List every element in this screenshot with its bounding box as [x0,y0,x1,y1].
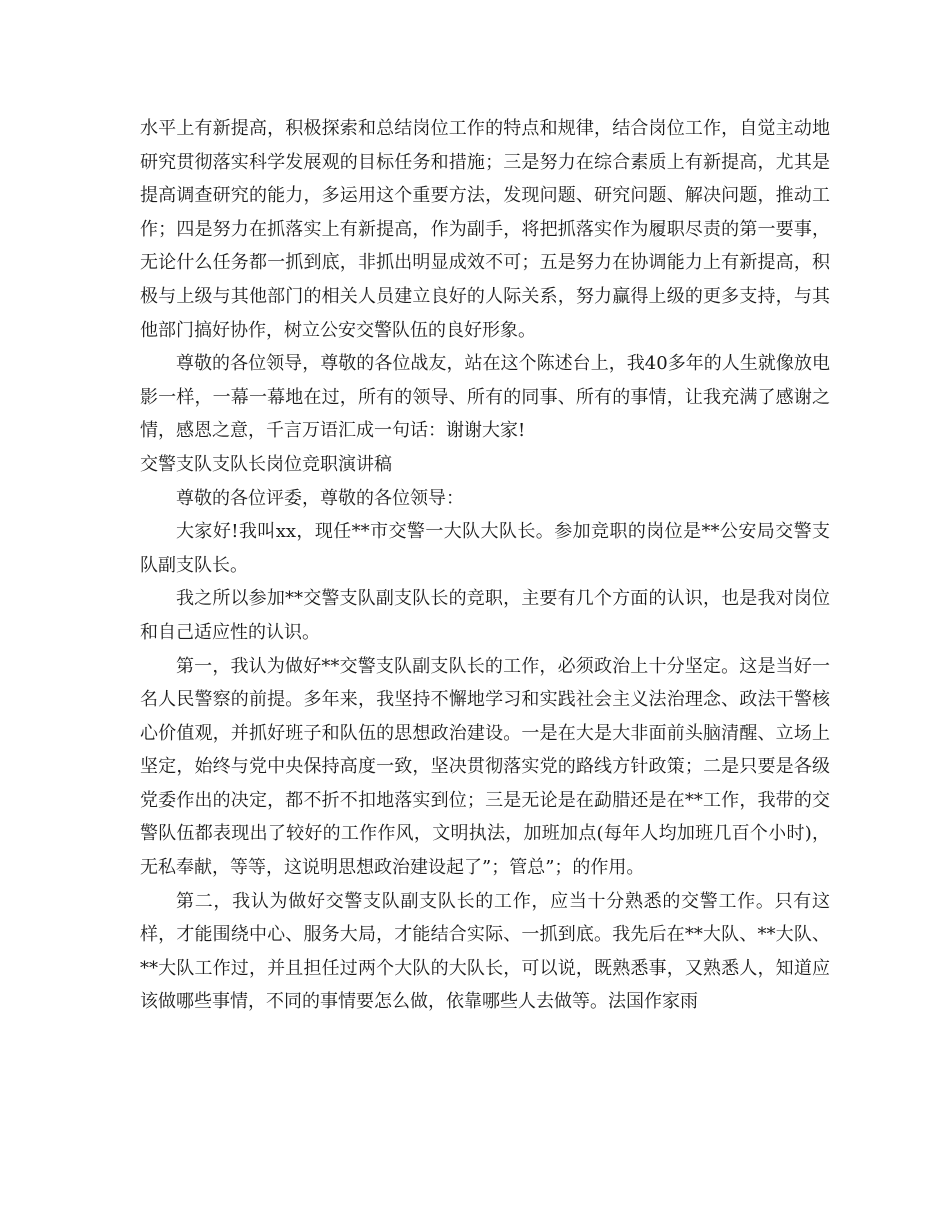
paragraph-salutation: 尊敬的各位评委，尊敬的各位领导： [176,487,464,509]
document-page [140,112,830,1019]
paragraph-second-point: 第二，我认为做好交警支队副支队长的工作，应当十分熟悉的交警工作。只有这样，才能围绕中心、服务大局，才能结合实际、一抓到底。我先后在**大队、**大队、**大队工作过，并且担任过两个大队的大队长，可以说，既熟悉事，又熟悉人，知道应该做哪些事情，不同的事情要怎么做，依靠哪些人去做等。法国作家雨 [140,890,830,1013]
paragraph-first-point: 第一，我认为做好**交警支队副支队长的工作，必须政治上十分坚定。这是当好一名人民警察的前提。多年来，我坚持不懈地学习和实践社会主义法治理念、政法干警核心价值观，并抓好班子和队伍的思想政治建设。一是在大是大非面前头脑清醒、立场上坚定，始终与党中央保持高度一致，坚决贯彻落实党的路线方针政策；二是只要是各级党委作出的决定，都不折不扣地落实到位；三是无论是在勐腊还是在**工作，我带的交警队伍都表现出了较好的工作作风，文明执法，加班加点(每年人均加班几百个小时)，无私奉献，等等，这说明思想政治建设起了”；管总”；的作用。 [140,655,830,879]
paragraph-continuation: 水平上有新提高，积极探索和总结岗位工作的特点和规律，结合岗位工作，自觉主动地研究贯彻落实科学发展观的目标任务和措施；三是努力在综合素质上有新提高，尤其是提高调查研究的能力，多运用这个重要方法，发现问题、研究问题、解决问题，推动工作；四是努力在抓落实上有新提高，作为副手，将把抓落实作为履职尽责的第一要事，无论什么任务都一抓到底，非抓出明显成效不可；五是努力在协调能力上有新提高，积极与上级与其他部门的相关人员建立良好的人际关系，努力赢得上级的更多支持，与其他部门搞好协作，树立公安交警队伍的良好形象。 [140,118,830,341]
paragraph-introduction: 大家好!我叫xx，现任**市交警一大队大队长。参加竞职的岗位是**公安局交警支队副支队长。 [140,521,830,576]
section-title: 交警支队支队长岗位竞职演讲稿 [140,453,392,475]
paragraph-thanks: 尊敬的各位领导，尊敬的各位战友，站在这个陈述台上，我40多年的人生就像放电影一样，一幕一幕地在过，所有的领导、所有的同事、所有的事情，让我充满了感谢之情，感恩之意，千言万语汇成一句话：谢谢大家! [140,353,830,442]
paragraph-reasons: 我之所以参加**交警支队副支队长的竞职，主要有几个方面的认识，也是我对岗位和自己适应性的认识。 [140,588,830,643]
